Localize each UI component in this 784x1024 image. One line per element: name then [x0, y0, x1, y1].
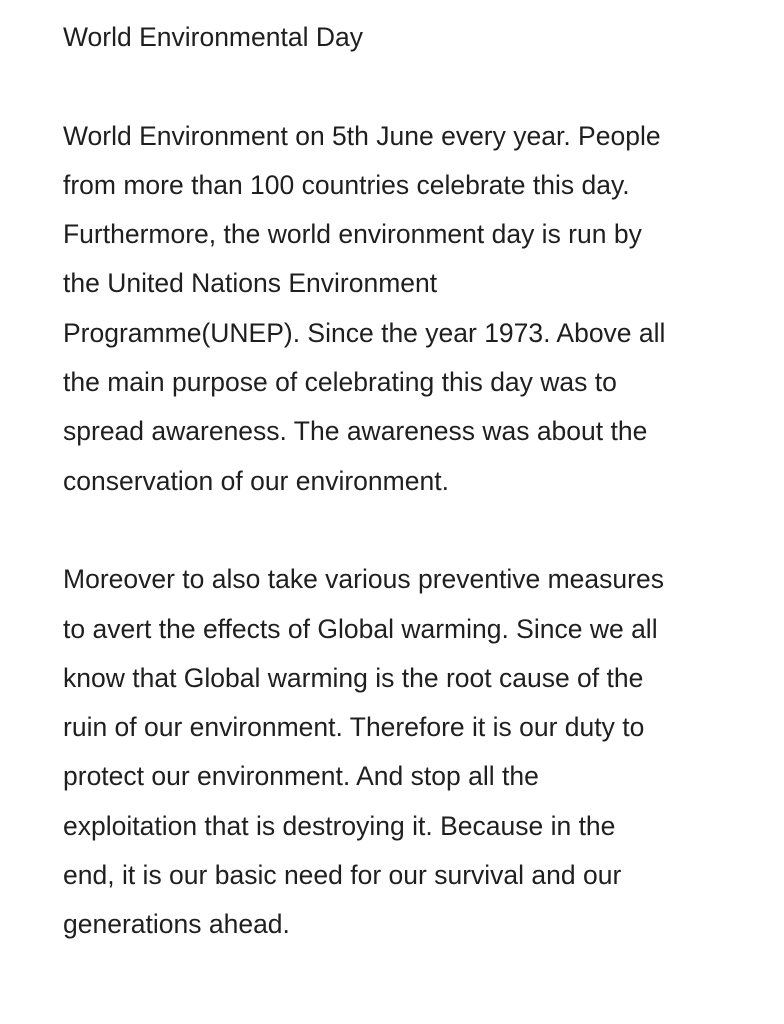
paragraph-2: Moreover to also take various preventive measures to avert the effects of Global warming. Since we all know that Global warming is the root cause of the ruin of our environment. Therefore it is our duty to protect our environment. And stop all the exploitation that is destroying it. Because in the end, it is our basic need for our survival and our generations ahead. — [63, 564, 664, 940]
document-title: World Environmental Day — [63, 22, 363, 52]
paragraph-spacer — [63, 506, 743, 555]
document-body — [63, 13, 743, 950]
paragraph-spacer — [63, 62, 743, 111]
paragraph-1: World Environment on 5th June every year. People from more than 100 countries celebrate this day. Furthermore, the world environment day is run by the United Nations Environment Programme(UNEP). Since the year 1973. Above all the main purpose of celebrating this day was to spread awareness. The awareness was about the conservation of our environment. — [63, 120, 666, 496]
